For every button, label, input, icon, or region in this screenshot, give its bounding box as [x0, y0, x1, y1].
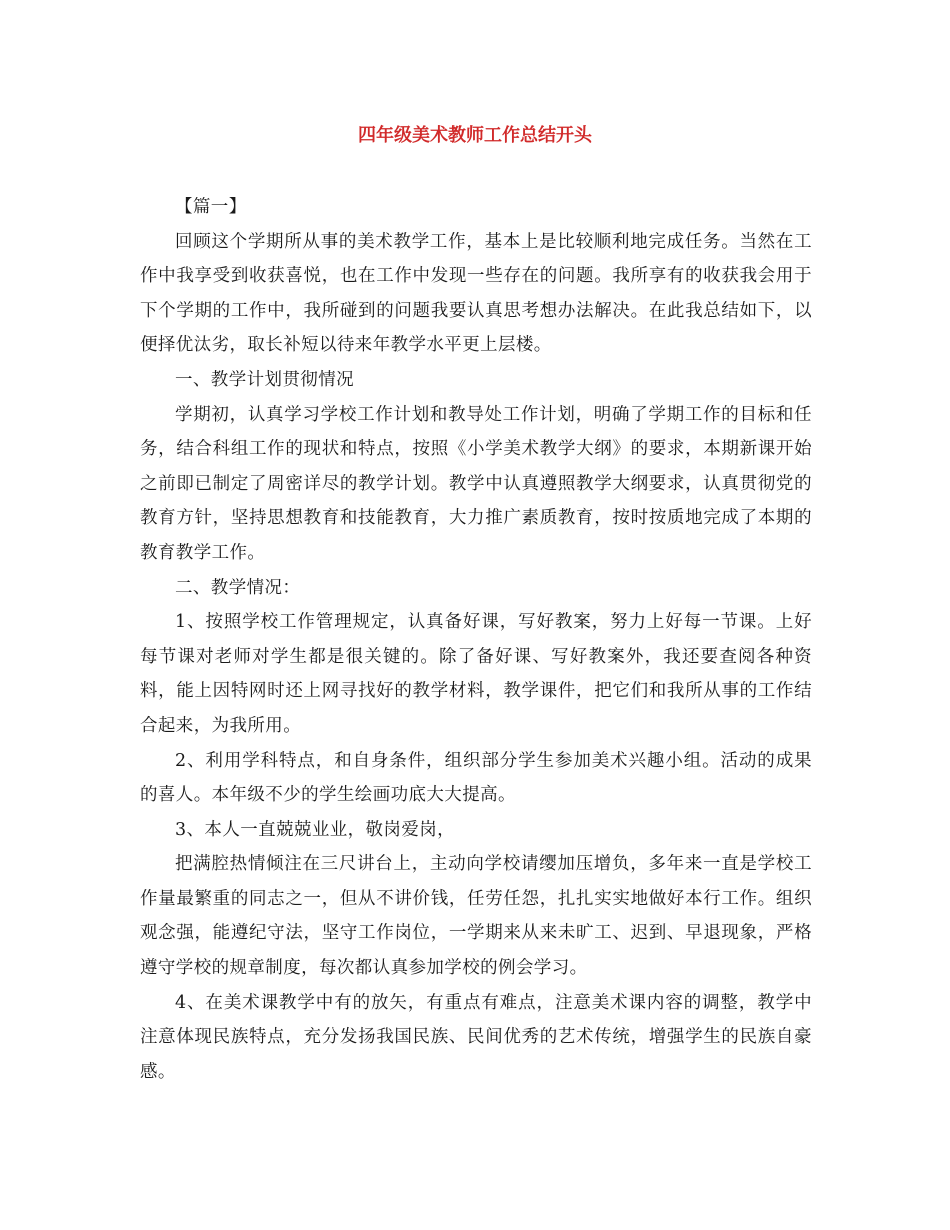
- paragraph: 2、利用学科特点，和自身条件，组织部分学生参加美术兴趣小组。活动的成果的喜人。本年级不少的学生绘画功底大大提高。: [140, 750, 812, 806]
- paragraph: 1、按照学校工作管理规定，认真备好课，写好教案，努力上好每一节课。上好每节课对老师对学生都是很关键的。除了备好课、写好教案外，我还要查阅各种资料，能上因特网时还上网寻找好的教学材料，教学课件，把它们和我所从事的工作结合起来，为我所用。: [140, 612, 812, 736]
- paragraph: 把满腔热情倾注在三尺讲台上，主动向学校请缨加压增负，多年来一直是学校工作量最繁重的同志之一，但从不讲价钱，任劳任怨，扎扎实实地做好本行工作。组织观念强，能遵纪守法，坚守工作岗位，一学期来从来未旷工、迟到、早退现象，严格遵守学校的规章制度，每次都认真参加学校的例会学习。: [140, 854, 812, 979]
- section-heading: 二、教学情况：: [175, 577, 301, 598]
- section-heading-part-one: 【篇一】: [175, 197, 247, 217]
- paragraph: 3、本人一直兢兢业业，敬岗爱岗，: [175, 819, 456, 840]
- section-heading: 一、教学计划贯彻情况: [175, 369, 354, 390]
- document-body: [140, 190, 812, 1089]
- paragraph: 学期初，认真学习学校工作计划和教导处工作计划，明确了学期工作的目标和任务，结合科组工作的现状和特点，按照《小学美术教学大纲》的要求，本期新课开始之前即已制定了周密详尽的教学计划。教学中认真遵照教学大纲要求，认真贯彻党的教育方针，坚持思想教育和技能教育，大力推广素质教育，按时按质地完成了本期的教育教学工作。: [140, 404, 812, 563]
- paragraph: 回顾这个学期所从事的美术教学工作，基本上是比较顺利地完成任务。当然在工作中我享受到收获喜悦，也在工作中发现一些存在的问题。我所享有的收获我会用于下个学期的工作中，我所碰到的问题我要认真思考想办法解决。在此我总结如下，以便择优汰劣，取长补短以待来年教学水平更上层楼。: [140, 231, 812, 356]
- paragraph: 4、在美术课教学中有的放矢，有重点有难点，注意美术课内容的调整，教学中注意体现民族特点，充分发扬我国民族、民间优秀的艺术传统，增强学生的民族自豪感。: [140, 992, 812, 1082]
- document-title: 四年级美术教师工作总结开头: [358, 125, 592, 146]
